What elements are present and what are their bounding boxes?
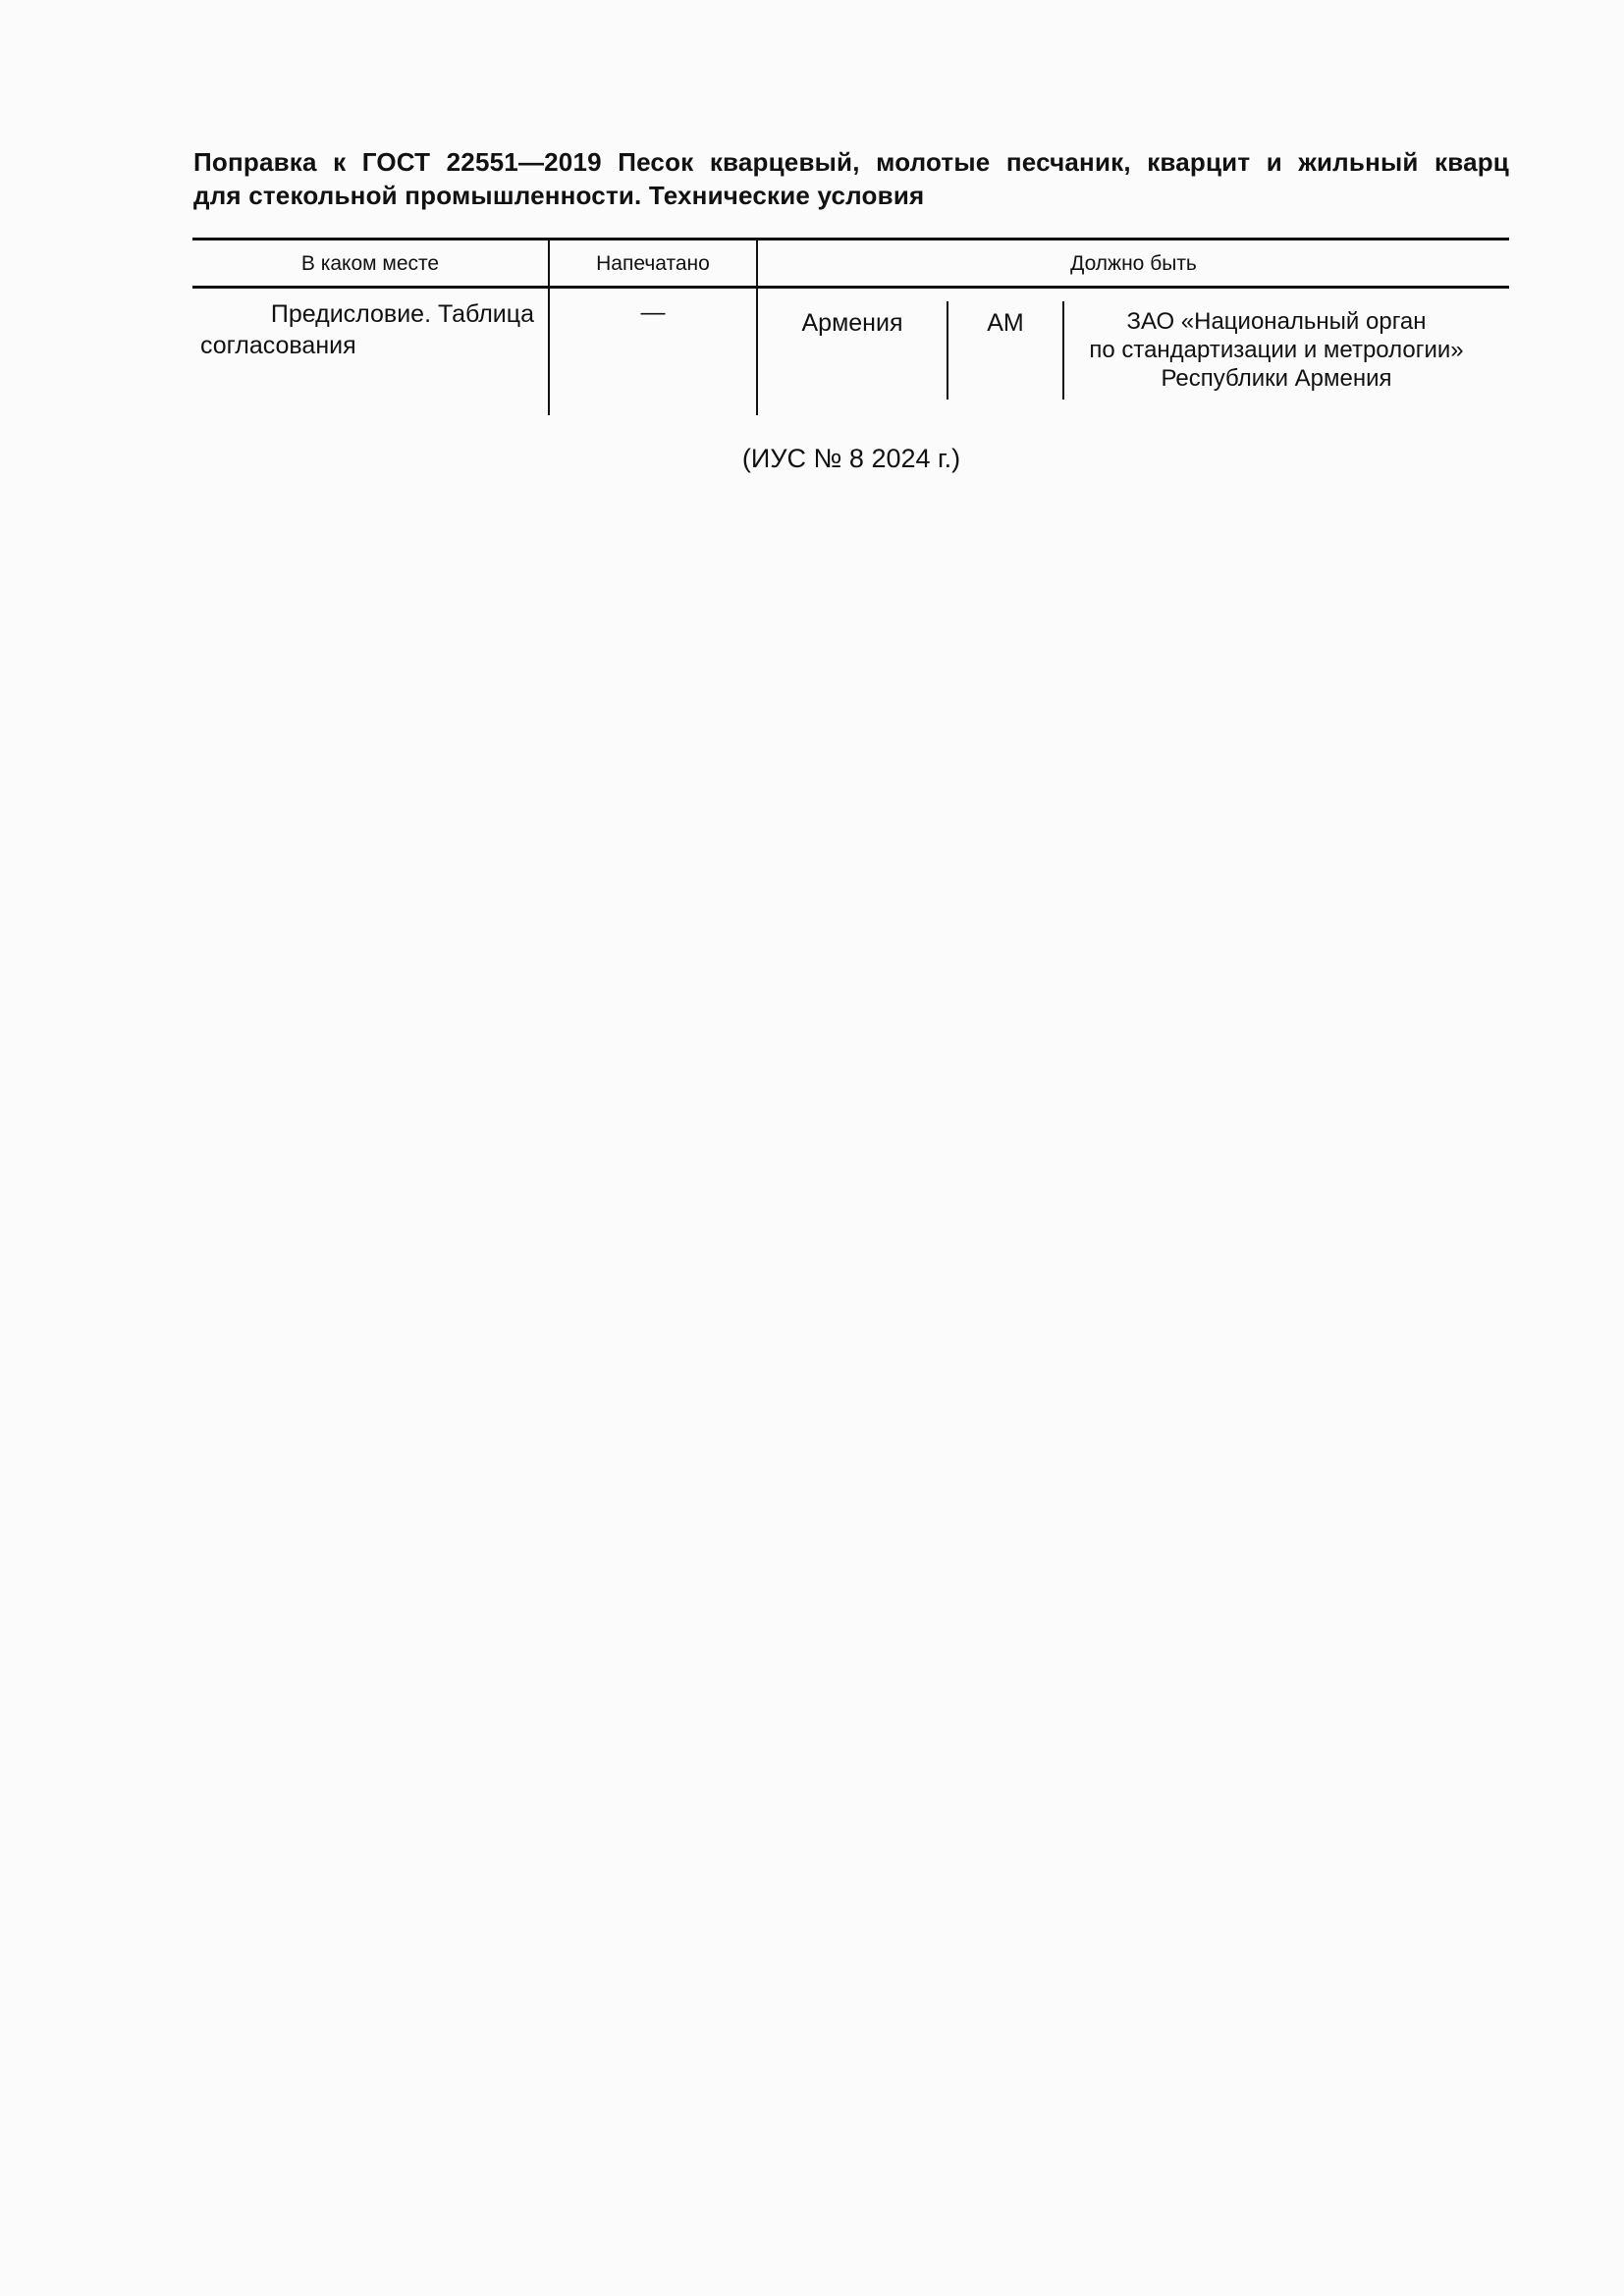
- cell-where: [200, 298, 534, 361]
- header-where: В каком месте: [300, 252, 440, 275]
- cell-country-code: AM: [987, 309, 1024, 337]
- cell-organization-line-2: по стандартизации и метрологии»: [1089, 337, 1464, 363]
- table-header-rule: [192, 286, 1509, 289]
- document-title: [193, 145, 1509, 212]
- cell-country: Армения: [801, 309, 903, 337]
- cell-where-line-2: согласования: [200, 332, 356, 359]
- header-printed: Напечатано: [596, 252, 710, 275]
- cell-organization: [1064, 307, 1489, 393]
- document-title-line-1: Поправка к ГОСТ 22551—2019 Песок кварцевый, молотые песчаник, кварцит и жильный кварц: [193, 147, 1509, 177]
- cell-where-line-1: Предисловие. Таблица: [270, 300, 534, 328]
- ius-note: (ИУС № 8 2024 г.): [741, 444, 961, 473]
- cell-organization-line-3: Республики Армения: [1161, 365, 1392, 392]
- cell-organization-line-1: ЗАО «Национальный орган: [1126, 308, 1427, 335]
- header-should-be: Должно быть: [1070, 252, 1197, 275]
- cell-printed: —: [640, 298, 666, 326]
- document-title-line-2: для стекольной промышленности. Технические условия: [193, 181, 925, 210]
- table-top-rule: [192, 238, 1509, 240]
